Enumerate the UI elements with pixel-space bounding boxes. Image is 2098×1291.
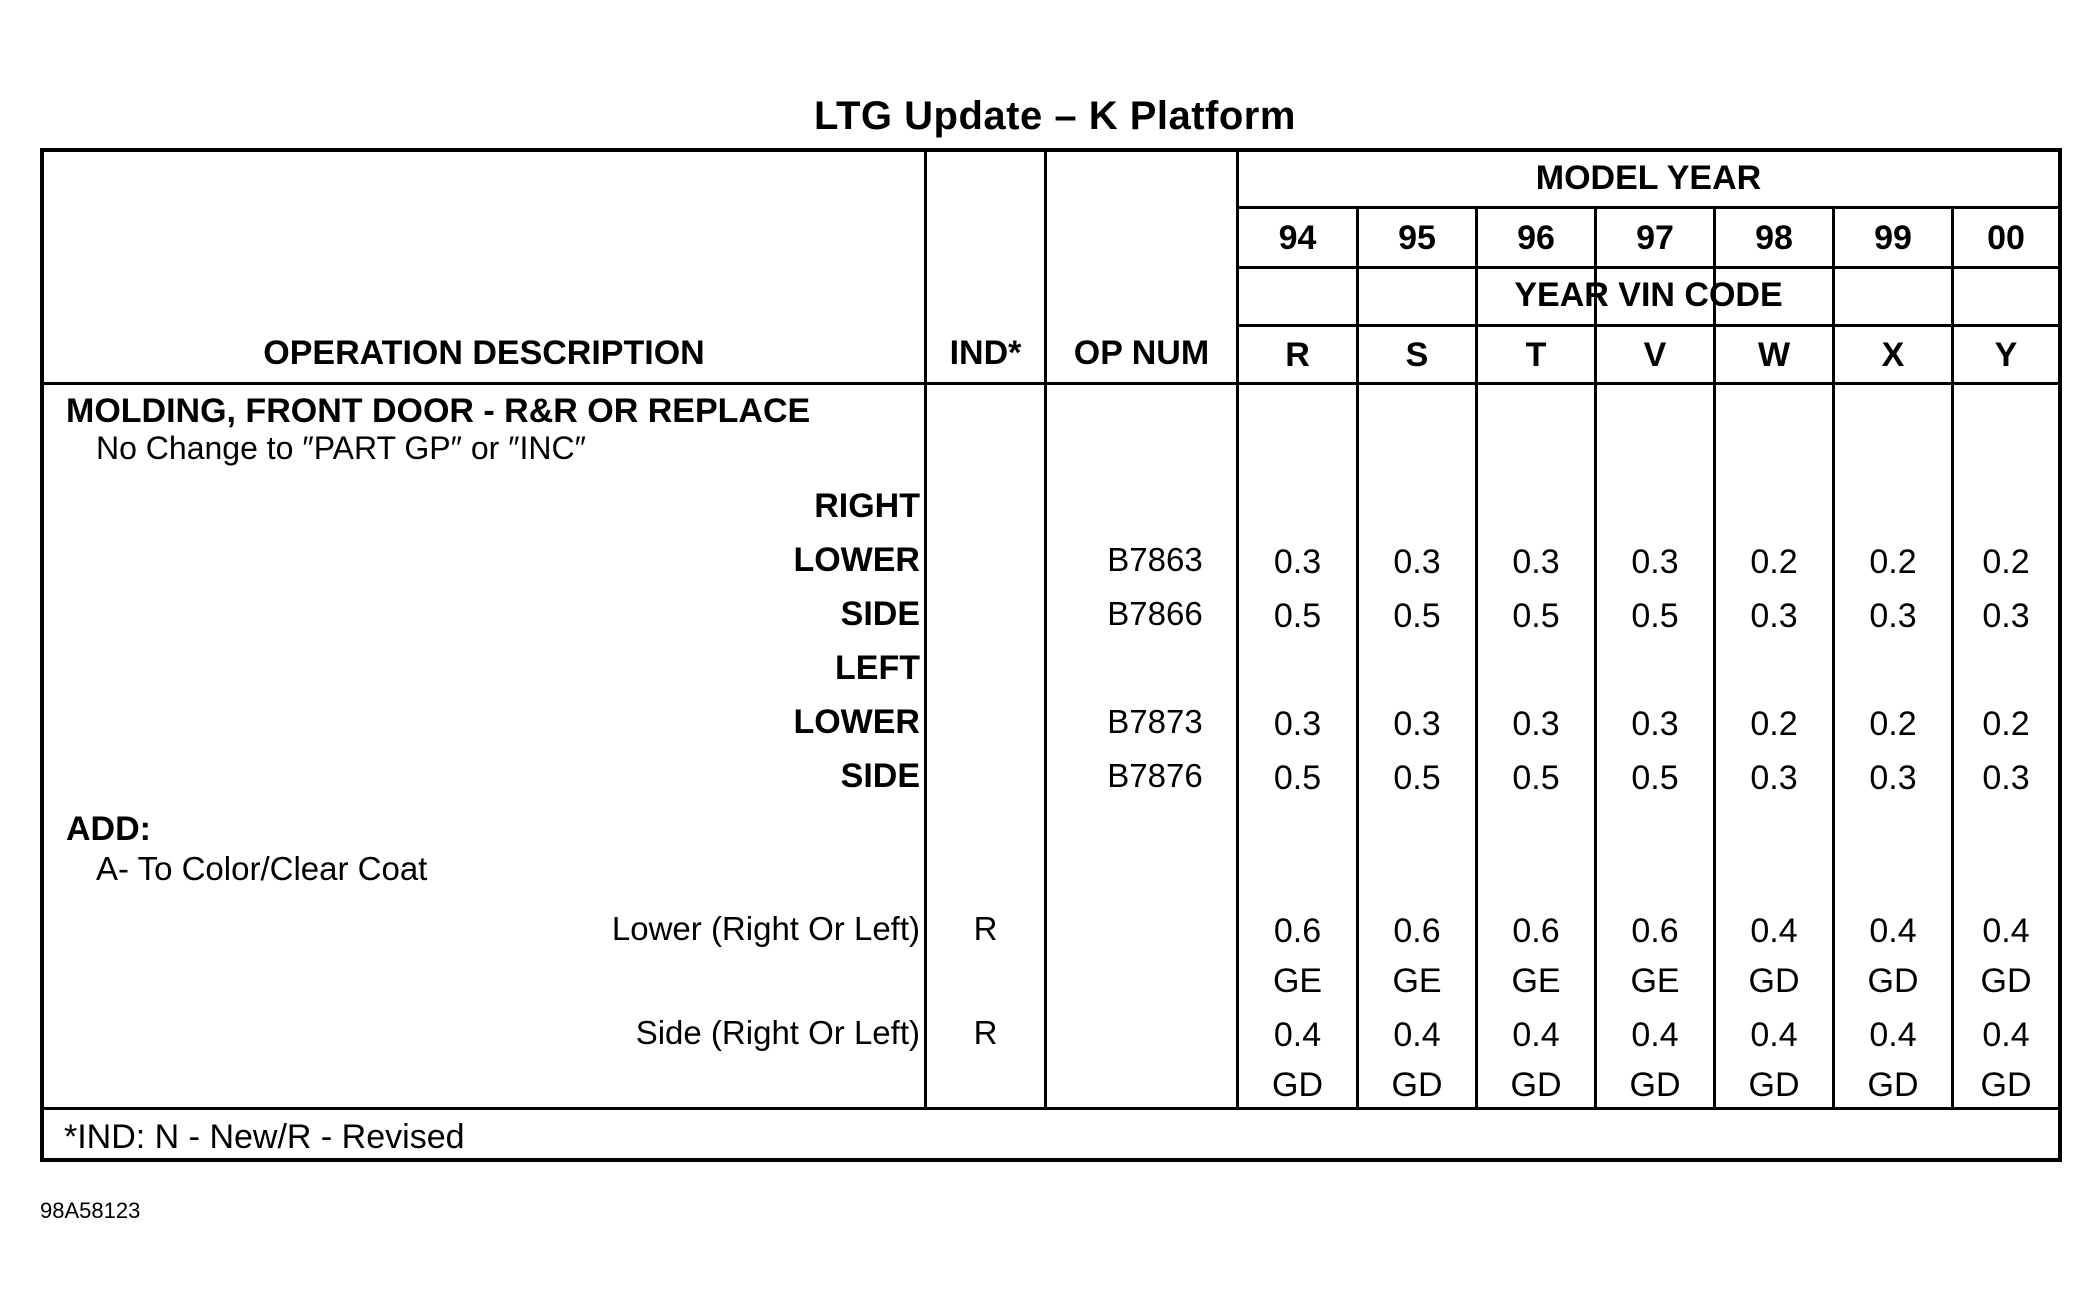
add-row-code: GE [1511, 962, 1561, 1000]
add-row-label: Side (Right Or Left) [635, 1014, 920, 1051]
section-heading: MOLDING, FRONT DOOR - R&R OR REPLACE [66, 392, 811, 430]
header-vin-r: R [1285, 336, 1310, 374]
row-op-num: B7863 [1107, 541, 1203, 578]
row-value: 0.3 [1750, 759, 1798, 797]
header-year-98: 98 [1755, 219, 1793, 257]
row-value: 0.5 [1273, 597, 1322, 635]
figure-code: 98A58123 [40, 1198, 141, 1223]
add-row-code: GD [1748, 962, 1800, 1000]
add-row-value: 0.4 [1982, 912, 2030, 950]
header-op-num: OP NUM [1073, 334, 1210, 372]
header-model-year: MODEL YEAR [1535, 159, 1762, 197]
header-year-95: 95 [1398, 219, 1436, 257]
add-row-code: GD [1980, 1066, 2032, 1104]
add-row-code: GD [1629, 1066, 1681, 1104]
add-row-code: GD [1867, 962, 1919, 1000]
add-row-value: 0.4 [1750, 912, 1798, 950]
section-note: No Change to ″PART GP″ or ″INC″ [96, 430, 586, 466]
add-row-value: 0.4 [1631, 1016, 1679, 1054]
header-vin-t: T [1525, 336, 1547, 374]
divider-under-years [1236, 266, 2058, 269]
add-row-code: GE [1630, 962, 1680, 1000]
row-value: 0.5 [1512, 597, 1560, 635]
row-value: 0.2 [1982, 705, 2030, 743]
divider-description [924, 152, 927, 1110]
header-year-99: 99 [1874, 219, 1912, 257]
add-row-code: GE [1392, 962, 1442, 1000]
add-row-code: GD [1748, 1066, 1800, 1104]
row-op-num: B7876 [1107, 757, 1203, 794]
row-value: 0.3 [1982, 759, 2030, 797]
header-year-97: 97 [1636, 219, 1674, 257]
row-value: 0.3 [1273, 705, 1322, 743]
add-row-code: GD [1980, 962, 2032, 1000]
add-row-ind: R [973, 910, 998, 947]
row-value: 0.5 [1631, 597, 1679, 635]
header-vin-v: V [1643, 336, 1667, 374]
row-value: 0.2 [1750, 543, 1798, 581]
header-year-96: 96 [1517, 219, 1555, 257]
row-value: 0.5 [1393, 597, 1441, 635]
header-vin-x: X [1881, 336, 1905, 374]
add-subheading: A- To Color/Clear Coat [96, 850, 428, 887]
row-value: 0.3 [1631, 543, 1679, 581]
row-value: 0.3 [1982, 597, 2030, 635]
add-row-code: GD [1391, 1066, 1443, 1104]
row-value: 0.3 [1273, 543, 1322, 581]
add-row-value: 0.4 [1393, 1016, 1441, 1054]
row-value: 0.3 [1512, 543, 1560, 581]
add-row-ind: R [973, 1014, 998, 1051]
header-operation-description: OPERATION DESCRIPTION [263, 334, 705, 372]
footnote: *IND: N - New/R - Revised [64, 1118, 465, 1156]
row-value: 0.2 [1869, 543, 1917, 581]
add-heading: ADD: [66, 810, 151, 848]
row-op-num: B7873 [1107, 703, 1203, 740]
add-row-code: GD [1867, 1066, 1919, 1104]
add-row-value: 0.4 [1750, 1016, 1798, 1054]
row-value: 0.2 [1869, 705, 1917, 743]
row-label: LEFT [835, 649, 920, 687]
divider-header-bottom [44, 382, 2058, 385]
row-value: 0.3 [1393, 543, 1441, 581]
add-row-value: 0.6 [1631, 912, 1679, 950]
add-row-value: 0.4 [1273, 1016, 1322, 1054]
header-vin-w: W [1757, 336, 1791, 374]
row-value: 0.3 [1393, 705, 1441, 743]
header-ind: IND* [949, 334, 1022, 372]
row-label: RIGHT [814, 487, 920, 525]
header-vin-y: Y [1994, 336, 2018, 374]
row-op-num: B7866 [1107, 595, 1203, 632]
row-value: 0.2 [1750, 705, 1798, 743]
row-value: 0.3 [1631, 705, 1679, 743]
add-row-value: 0.4 [1512, 1016, 1560, 1054]
row-label: LOWER [793, 703, 920, 741]
row-value: 0.5 [1631, 759, 1679, 797]
add-row-value: 0.6 [1512, 912, 1560, 950]
divider-under-vin-label [1236, 324, 2058, 327]
row-label: LOWER [793, 541, 920, 579]
row-label: SIDE [840, 757, 920, 795]
row-label: SIDE [840, 595, 920, 633]
divider-under-model-year [1236, 206, 2058, 209]
divider-ind [1044, 152, 1047, 1110]
header-vin-s: S [1405, 336, 1429, 374]
header-year-00: 00 [1987, 219, 2025, 257]
row-value: 0.5 [1393, 759, 1441, 797]
row-value: 0.5 [1273, 759, 1322, 797]
header-year-vin-code: YEAR VIN CODE [1514, 276, 1783, 314]
row-value: 0.3 [1869, 759, 1917, 797]
divider-footer-top [44, 1107, 2058, 1110]
add-row-value: 0.6 [1273, 912, 1322, 950]
row-value: 0.3 [1869, 597, 1917, 635]
add-row-label: Lower (Right Or Left) [611, 910, 920, 947]
page-title: LTG Update – K Platform [814, 94, 1296, 138]
row-value: 0.3 [1750, 597, 1798, 635]
add-row-value: 0.4 [1869, 1016, 1917, 1054]
add-row-value: 0.4 [1869, 912, 1917, 950]
add-row-value: 0.4 [1982, 1016, 2030, 1054]
add-row-code: GD [1510, 1066, 1562, 1104]
header-year-94: 94 [1278, 219, 1317, 257]
add-row-value: 0.6 [1393, 912, 1441, 950]
row-value: 0.5 [1512, 759, 1560, 797]
add-row-code: GD [1272, 1066, 1323, 1104]
row-value: 0.2 [1982, 543, 2030, 581]
add-row-code: GE [1272, 962, 1323, 1000]
row-value: 0.3 [1512, 705, 1560, 743]
